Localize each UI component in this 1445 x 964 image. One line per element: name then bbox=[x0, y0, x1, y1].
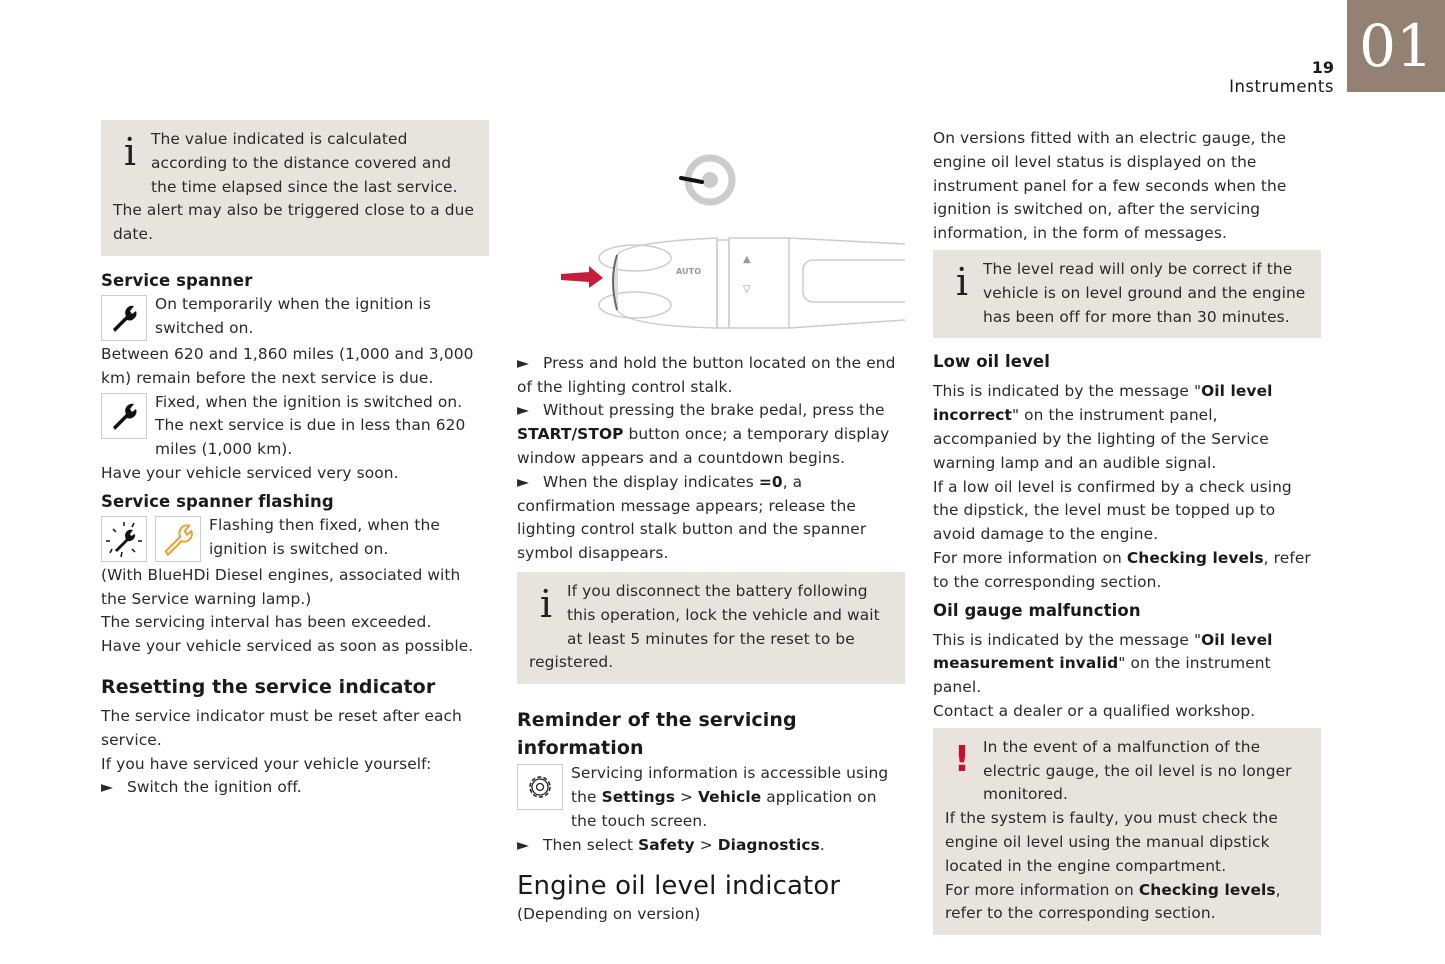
info-box bbox=[933, 250, 1321, 338]
info-text: If you disconnect the battery following this operation, lock the vehicle and wait at least 5 minutes for the reset to be registered. bbox=[529, 581, 880, 672]
heading-reminder: Reminder of the servicing information bbox=[517, 709, 797, 760]
paragraph: This is indicated by the message "Oil level measurement invalid" on the instrument panel. bbox=[933, 630, 1273, 697]
svg-text:▲: ▲ bbox=[743, 254, 751, 265]
step: ► Without pressing the brake pedal, press the START/STOP button once; a temporary display window appears and a countdown begins. bbox=[517, 401, 890, 467]
paragraph: If a low oil level is confirmed by a check using the dipstick, the level must be topped up to avoid damage to the engine. bbox=[933, 477, 1292, 544]
paragraph: (With BlueHDi Diesel engines, associated with the Service warning lamp.) bbox=[101, 565, 461, 608]
paragraph: If you have serviced your vehicle yourself: bbox=[101, 754, 432, 773]
spanner-desc: On temporarily when the ignition is switched on. bbox=[155, 294, 431, 337]
info-icon: i bbox=[955, 259, 969, 304]
step: ► Press and hold the button located on the end of the lighting control stalk. bbox=[517, 353, 896, 396]
info-icon: i bbox=[123, 130, 137, 174]
column-1 bbox=[101, 120, 489, 800]
paragraph: For more information on Checking levels, refer to the corresponding section. bbox=[933, 548, 1311, 591]
paragraph: Have your vehicle serviced very soon. bbox=[101, 463, 399, 482]
paragraph: Between 620 and 1,860 miles (1,000 and 3,000 km) remain before the next service is due. bbox=[101, 344, 474, 387]
arrow-icon bbox=[561, 266, 603, 288]
subtitle: (Depending on version) bbox=[517, 905, 701, 924]
warning-text: In the event of a malfunction of the electric gauge, the oil level is no longer monitored. bbox=[983, 737, 1292, 804]
info-icon: i bbox=[539, 581, 553, 626]
paragraph: Servicing information is accessible using the Settings > Vehicle application on the touch screen. bbox=[571, 764, 889, 830]
heading-gauge-malfunction: Oil gauge malfunction bbox=[933, 600, 1141, 620]
warning-box bbox=[933, 728, 1321, 935]
step: ► Then select Safety > Diagnostics. bbox=[517, 834, 905, 858]
bullet-icon: ► bbox=[101, 778, 113, 797]
spanner-orange-icon bbox=[155, 516, 201, 562]
column-2 bbox=[517, 140, 905, 927]
paragraph: The servicing interval has been exceeded. bbox=[101, 613, 432, 632]
paragraph: On versions fitted with an electric gauge, the engine oil level status is displayed on the instrument panel for a few seconds when the ignition is switched on, after the servicing information, in the form of messages. bbox=[933, 129, 1287, 243]
info-text: The level read will only be correct if the vehicle is on level ground and the engine has been off for more than 30 minutes. bbox=[983, 259, 1306, 326]
bullet-icon: ► bbox=[517, 353, 529, 372]
page-number: 19 bbox=[1311, 58, 1334, 77]
info-box bbox=[517, 572, 905, 684]
svg-text:▽: ▽ bbox=[743, 284, 751, 295]
auto-label: AUTO bbox=[676, 267, 702, 276]
info-text: The value indicated is calculated according to the distance covered and the time elapsed since the last service. bbox=[151, 130, 458, 196]
heading-engine-oil: Engine oil level indicator bbox=[517, 871, 841, 902]
lighting-stalk-illustration bbox=[517, 140, 905, 336]
column-3 bbox=[933, 127, 1321, 935]
paragraph: Contact a dealer or a qualified workshop. bbox=[933, 701, 1256, 720]
heading-service-spanner: Service spanner bbox=[101, 270, 253, 290]
paragraph: Have your vehicle serviced as soon as possible. bbox=[101, 637, 474, 656]
spanner-flashing-icon bbox=[101, 516, 147, 562]
section-title: Instruments bbox=[1229, 77, 1334, 96]
bullet-icon: ► bbox=[517, 472, 529, 491]
spanner-icon bbox=[101, 295, 147, 341]
info-box bbox=[101, 120, 489, 256]
spanner-fixed-icon bbox=[101, 393, 147, 439]
step: ► Switch the ignition off. bbox=[101, 776, 489, 800]
info-text: The alert may also be triggered close to a due date. bbox=[113, 201, 475, 244]
chapter-tab: 01 bbox=[1347, 0, 1445, 92]
spanner-desc: Fixed, when the ignition is switched on. The next service is due in less than 620 miles (1,000 km). bbox=[155, 392, 466, 459]
heading-low-oil: Low oil level bbox=[933, 352, 1050, 372]
heading-reset: Resetting the service indicator bbox=[101, 675, 436, 698]
bullet-icon: ► bbox=[517, 835, 529, 854]
heading-spanner-flashing: Service spanner flashing bbox=[101, 491, 334, 511]
steering-wheel-icon bbox=[681, 158, 732, 202]
paragraph: This is indicated by the message "Oil level incorrect" on the instrument panel, accompanied by the lighting of the Service warning lamp and an audible signal. bbox=[933, 382, 1273, 472]
warning-text: If the system is faulty, you must check the engine oil level using the manual dipstick located in the engine compartment. bbox=[945, 809, 1278, 875]
paragraph: The service indicator must be reset after each service. bbox=[101, 706, 462, 749]
warning-text: For more information on Checking levels, refer to the corresponding section. bbox=[945, 880, 1281, 923]
settings-gear-icon bbox=[517, 764, 563, 810]
step: ► When the display indicates =0, a confirmation message appears; release the lighting control stalk button and the spanner symbol disappears. bbox=[517, 472, 867, 563]
warning-icon: ! bbox=[953, 738, 971, 780]
spanner-desc: Flashing then fixed, when the ignition is switched on. bbox=[209, 515, 440, 558]
bullet-icon: ► bbox=[517, 401, 529, 420]
